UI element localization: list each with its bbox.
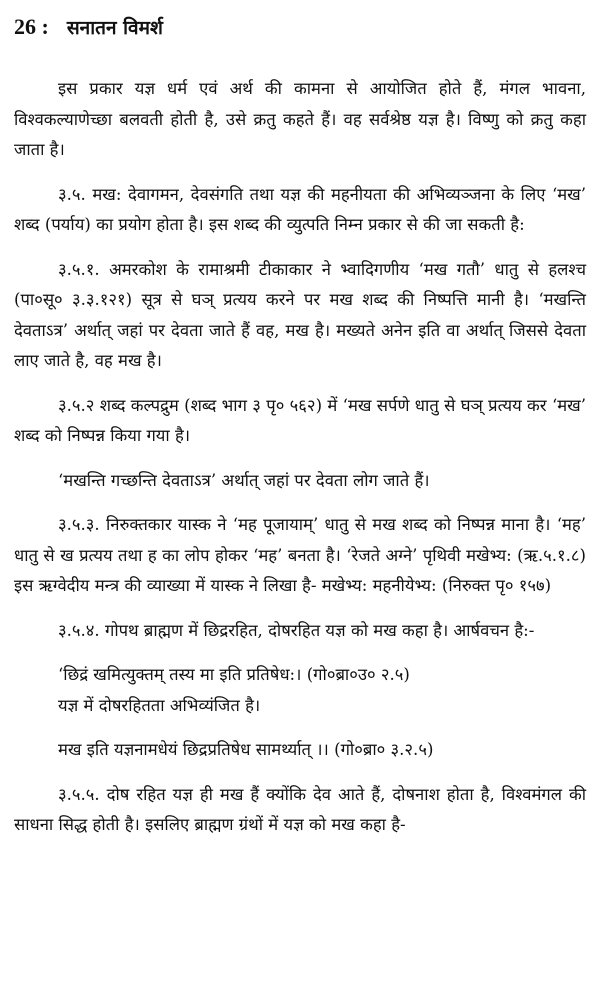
quote-line: ‘छिद्रं खमित्युक्तम् तस्य मा इति प्रतिषेध:। (गो०ब्रा०उ० २.५) [58,665,410,684]
paragraph-makh-intro: ३.५. मख: देवागमन, देवसंगति तथा यज्ञ की महनीयता की अभिव्यञ्जना के लिए ‘मख’ शब्द (पर्याय) का प्रयोग होता है। इस शब्द की व्युत्पति निम्न प्रकार से की जा सकती है: [14,184,586,234]
page-body [14,74,586,841]
quote-gopath-2 [14,735,586,766]
page-number: 26 : [14,14,49,39]
paragraph-3-5-4: ३.५.४. गोपथ ब्राह्मण में छिद्ररहित, दोषरहित यज्ञ को मख कहा है। आर्षवचन है:- [58,620,535,640]
paragraph-3-5-2: ३.५.२ शब्द कल्पद्रुम (शब्द भाग ३ पृ० ५६२) में ‘मख सर्पणे धातु से घञ् प्रत्यय कर ‘मख’ शब्द को निष्पन्न किया गया है। [14,395,586,445]
quote-line: मख इति यज्ञनामधेयं छिद्रप्रतिषेध सामर्थ्यात् ।। (गो०ब्रा० ३.२.५) [58,740,434,759]
quote-gopath-1 [14,660,586,721]
paragraph-3-5-3: ३.५.३. निरुक्तकार यास्क ने ‘मह पूजायाम्’ धातु से मख शब्द को निष्पन्न माना है। ‘मह’ धातु से ख प्रत्यय तथा ह का लोप होकर ‘मह’ बनता है। ‘रेजते अग्ने’ पृथिवी मखेभ्य: (ऋ.५.१.८) इस ऋग्वेदीय मन्त्र की व्याख्या में यास्क ने लिखा है- मखेभ्य: महनीयेभ्य: (निरुक्त पृ० १५७) [14,515,586,595]
paragraph-3-5-5: ३.५.५. दोष रहित यज्ञ ही मख हैं क्योंकि देव आते हैं, दोषनाश होता है, विश्वमंगल की साधना सिद्ध होती है। इसलिए ब्राह्मण ग्रंथों में यज्ञ को मख कहा है- [14,784,586,834]
paragraph-kratu: इस प्रकार यज्ञ धर्म एवं अर्थ की कामना से आयोजित होते हैं, मंगल भावना, विश्वकल्याणेच्छा बलवती होती है, उसे क्रतु कहते हैं। वह सर्वश्रेष्ठ यज्ञ है। विष्णु को क्रतु कहा जाता है। [14,79,586,159]
page-header [14,14,586,48]
quote-line: यज्ञ में दोषरहितता अभिव्यंजित है। [58,695,261,715]
running-title: सनातन विमर्श [66,17,163,39]
paragraph-makhanti: ‘मखन्ति गच्छन्ति देवताऽत्र’ अर्थात् जहां पर देवता लोग जाते हैं। [58,470,430,490]
paragraph-3-5-1: ३.५.१. अमरकोश के रामाश्रमी टीकाकार ने भ्वादिगणीय ‘मख गतौ’ धातु से हलश्च (पा०सू० ३.३.१२१) सूत्र से घञ् प्रत्यय करने पर मख शब्द की निष्पत्ति मानी है। ‘मखन्ति देवताऽत्र’ अर्थात् जहां पर देवता जाते हैं वह, मख है। मख्यते अनेन इति वा अर्थात् जिससे देवता लाए जाते है, वह मख है। [14,259,586,370]
